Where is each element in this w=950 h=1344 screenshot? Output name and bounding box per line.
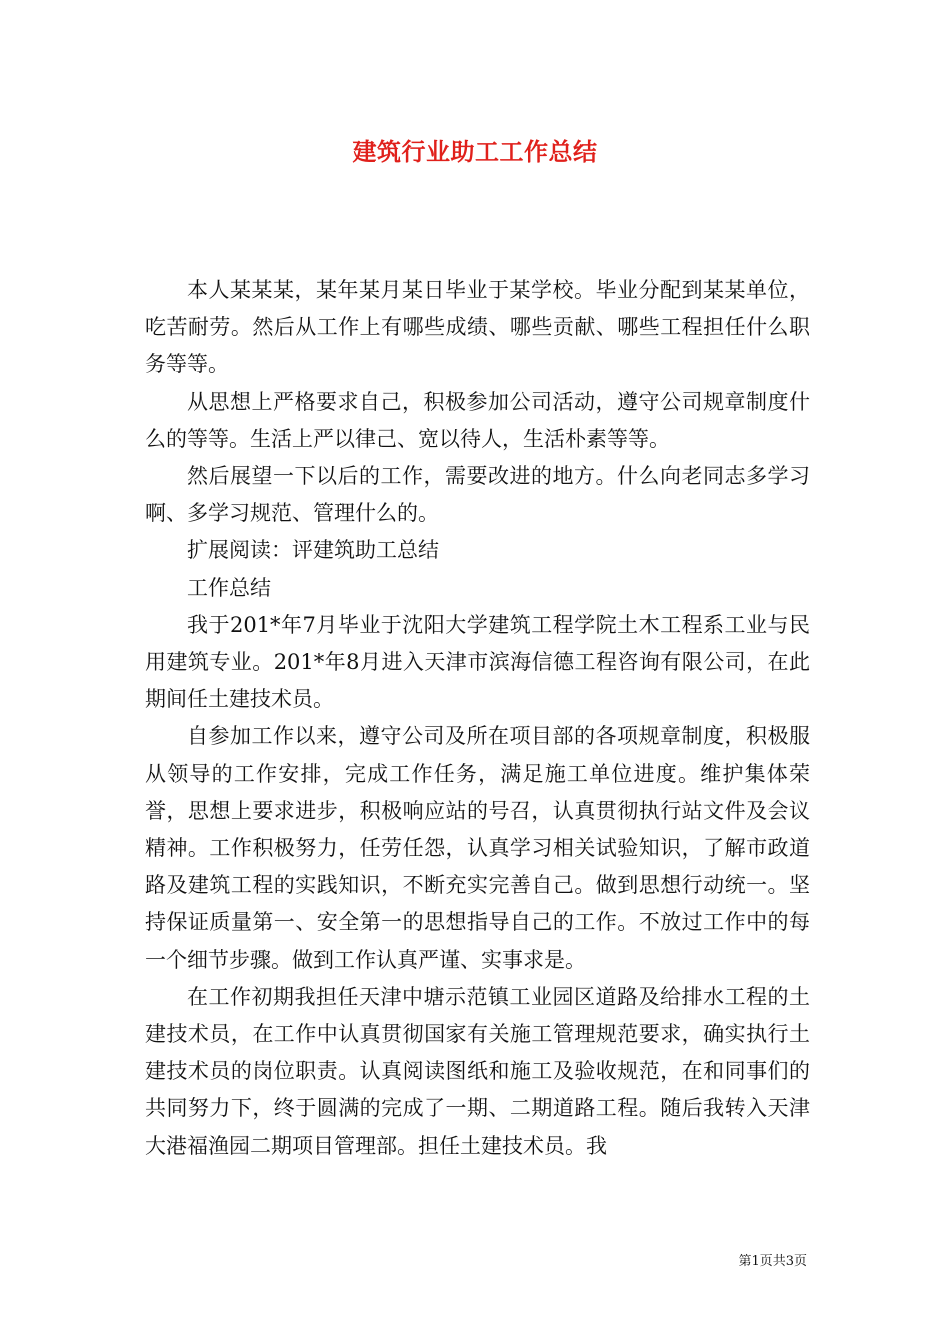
paragraph: 本人某某某，某年某月某日毕业于某学校。毕业分配到某某单位，吃苦耐劳。然后从工作上有哪些成绩、哪些贡献、哪些工程担任什么职务等等。	[145, 278, 810, 377]
paragraph: 扩展阅读：评建筑助工总结	[187, 538, 439, 563]
page-number: 第1页共3页	[738, 1254, 807, 1269]
paragraph: 工作总结	[187, 575, 271, 600]
paragraph: 在工作初期我担任天津中塘示范镇工业园区道路及给排水工程的土建技术员，在工作中认真贯彻国家有关施工管理规范要求，确实执行土建技术员的岗位职责。认真阅读图纸和施工及验收规范，在和同事们的共同努力下，终于圆满的完成了一期、二期道路工程。随后我转入天津大港福渔园二期项目管理部。担任土建技术员。我	[145, 984, 810, 1158]
document-body	[145, 272, 810, 1165]
document-title: 建筑行业助工工作总结	[352, 138, 598, 166]
paragraph: 然后展望一下以后的工作，需要改进的地方。什么向老同志多学习啊、多学习规范、管理什么的。	[145, 464, 810, 526]
paragraph: 从思想上严格要求自己，积极参加公司活动，遵守公司规章制度什么的等等。生活上严以律己、宽以待人，生活朴素等等。	[145, 389, 810, 451]
paragraph: 自参加工作以来，遵守公司及所在项目部的各项规章制度，积极服从领导的工作安排，完成工作任务，满足施工单位进度。维护集体荣誉，思想上要求进步，积极响应站的号召，认真贯彻执行站文件及会议精神。工作积极努力，任劳任怨，认真学习相关试验知识，了解市政道路及建筑工程的实践知识，不断充实完善自己。做到思想行动统一。坚持保证质量第一、安全第一的思想指导自己的工作。不放过工作中的每一个细节步骤。做到工作认真严谨、实事求是。	[145, 724, 810, 972]
paragraph: 我于201*年7月毕业于沈阳大学建筑工程学院土木工程系工业与民用建筑专业。201*年8月进入天津市滨海信德工程咨询有限公司，在此期间任土建技术员。	[145, 612, 810, 712]
